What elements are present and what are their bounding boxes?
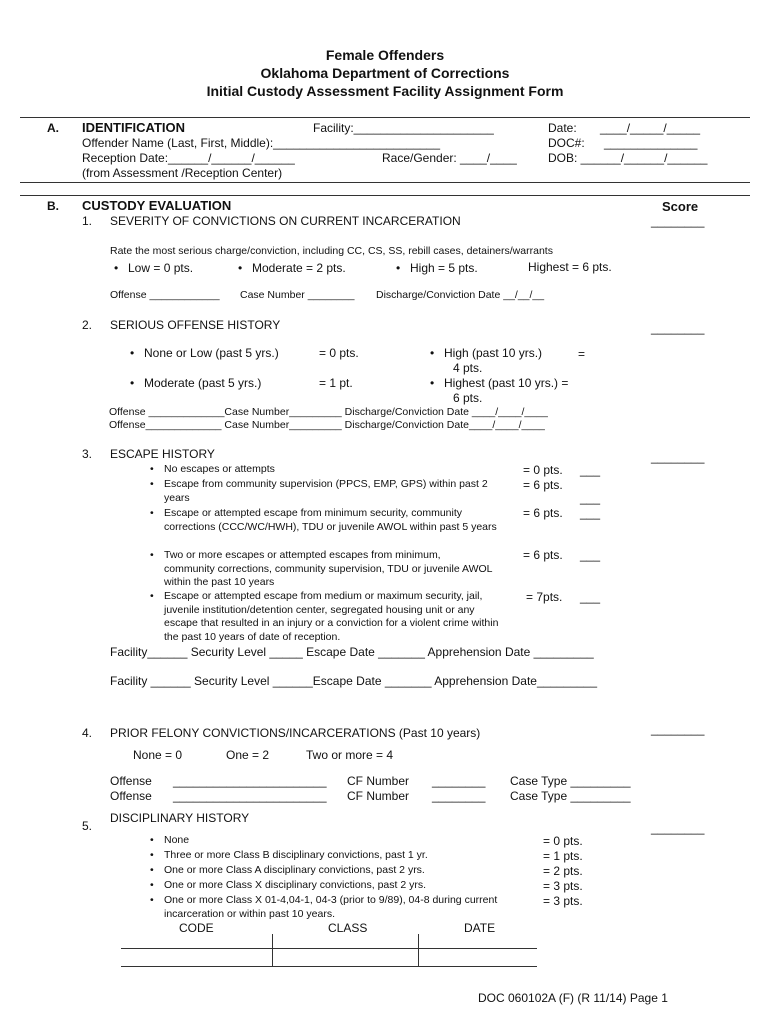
item4-offense-field-2[interactable]: _______________________	[173, 789, 327, 803]
item5-row-1: • None	[150, 834, 189, 846]
section-b-top-rule	[20, 195, 750, 196]
reception-date-field[interactable]: Reception Date:______/______/______	[82, 151, 295, 165]
item2-high-option: • High (past 10 yrs.)	[430, 346, 542, 360]
item5-row-4-points: = 3 pts.	[543, 879, 583, 893]
item5-row-3-points: = 2 pts.	[543, 864, 583, 878]
item4-offense-field-1[interactable]: _______________________	[173, 774, 327, 788]
item4-cf-label-1: CF Number	[347, 774, 410, 788]
item3-row-4-points: = 6 pts.	[523, 548, 563, 562]
section-a-top-rule	[20, 117, 750, 118]
form-title-line1: Female Offenders	[325, 47, 445, 63]
item4-case-type-field-2[interactable]: Case Type _________	[510, 789, 631, 803]
item4-two-or-more-option: Two or more = 4	[306, 748, 394, 762]
item1-instruction: Rate the most serious charge/conviction, including CC, CS, SS, rebill cases, detainers/warrants	[110, 245, 553, 257]
item1-number: 1.	[82, 214, 93, 228]
item5-number: 5.	[82, 819, 93, 833]
item3-row-2-points: = 6 pts.	[523, 478, 563, 492]
item3-number: 3.	[82, 447, 93, 461]
item3-title: ESCAPE HISTORY	[110, 447, 215, 461]
item2-moderate-points: = 1 pt.	[319, 376, 353, 390]
item4-case-type-field-1[interactable]: Case Type _________	[510, 774, 631, 788]
item3-facility-row-2[interactable]: Facility ______ Security Level ______Escape Date _______ Apprehension Date_________	[110, 674, 598, 688]
item3-row-3-blank[interactable]: ___	[580, 506, 601, 520]
item4-score-field[interactable]: ________	[651, 722, 705, 736]
section-b-letter: B.	[47, 199, 59, 213]
item2-high-equals: =	[578, 347, 586, 361]
section-b-heading: CUSTODY EVALUATION	[82, 198, 232, 213]
form-footer-id: DOC 060102A (F) (R 11/14) Page 1	[478, 991, 668, 1005]
form-title-line2: Oklahoma Department of Corrections	[260, 65, 510, 81]
item2-title: SERIOUS OFFENSE HISTORY	[110, 318, 281, 332]
disciplinary-code-header: CODE	[179, 921, 214, 935]
item2-offense-row-2[interactable]: Offense_____________ Case Number_________ Discharge/Conviction Date____/____/____	[109, 419, 545, 431]
section-a-bottom-rule	[20, 182, 750, 183]
item5-row-2-points: = 1 pts.	[543, 849, 583, 863]
item3-row-1-points: = 0 pts.	[523, 463, 563, 477]
item2-offense-row-1[interactable]: Offense _____________Case Number_________ Discharge/Conviction Date ____/____/____	[109, 406, 548, 418]
form-title-line3: Initial Custody Assessment Facility Assignment Form	[206, 83, 564, 99]
item3-facility-row-1[interactable]: Facility______ Security Level _____ Escape Date _______ Apprehension Date _________	[110, 645, 594, 659]
item1-discharge-date-field[interactable]: Discharge/Conviction Date __/__/__	[376, 289, 545, 301]
item3-row-5-blank[interactable]: ___	[580, 590, 601, 604]
item2-none-low-option: • None or Low (past 5 yrs.)	[130, 346, 279, 360]
item3-row-2-blank[interactable]: ___	[580, 491, 601, 505]
item1-highest-option: Highest = 6 pts.	[528, 260, 612, 274]
item3-row-5: • Escape or attempted escape from medium or maximum security, jail, juvenile institution/detention center, segregated housing unit or any escape that resulted in an injury or a conviction for a violent crime within the past 10 years of date of reception.	[150, 590, 500, 644]
item5-row-5: • One or more Class X 01-4,04-1, 04-3 (prior to 9/89), 04-8 during current incarceration or within past 10 years.	[150, 894, 525, 921]
item2-highest-option: • Highest (past 10 yrs.) =	[430, 376, 568, 390]
item4-title: PRIOR FELONY CONVICTIONS/INCARCERATIONS (Past 10 years)	[110, 726, 481, 740]
item1-score-field[interactable]: ________	[651, 214, 705, 228]
item5-row-5-points: = 3 pts.	[543, 894, 583, 908]
item2-moderate-option: • Moderate (past 5 yrs.)	[130, 376, 261, 390]
item1-moderate-option: • Moderate = 2 pts.	[238, 261, 346, 275]
item1-case-number-field[interactable]: Case Number ________	[240, 289, 355, 301]
item3-row-3-points: = 6 pts.	[523, 506, 563, 520]
item5-row-1-points: = 0 pts.	[543, 834, 583, 848]
disciplinary-class-header: CLASS	[328, 921, 368, 935]
date-field[interactable]: ____/_____/_____	[600, 121, 701, 135]
item1-title: SEVERITY OF CONVICTIONS ON CURRENT INCARCERATION	[110, 214, 461, 228]
item3-row-4: • Two or more escapes or attempted escapes from minimum, community corrections, community supervision, TDU or juvenile AWOL within the past 10 years	[150, 549, 495, 590]
item3-row-4-blank[interactable]: ___	[580, 548, 601, 562]
item2-score-field[interactable]: ________	[651, 321, 705, 335]
disciplinary-date-header: DATE	[464, 921, 496, 935]
item4-offense-label-2: Offense	[110, 789, 152, 803]
disciplinary-row-rule-2	[121, 966, 537, 967]
disciplinary-column-divider-1	[272, 934, 273, 966]
offender-name-field[interactable]: Offender Name (Last, First, Middle):_________________________	[82, 136, 441, 150]
item5-row-2: • Three or more Class B disciplinary convictions, past 1 yr.	[150, 849, 428, 861]
item1-high-option: • High = 5 pts.	[396, 261, 478, 275]
section-a-letter: A.	[47, 121, 59, 135]
disciplinary-row-rule-1	[121, 948, 537, 949]
from-center-note: (from Assessment /Reception Center)	[82, 166, 283, 180]
item3-row-2: • Escape from community supervision (PPCS, EMP, GPS) within past 2 years	[150, 478, 495, 505]
item4-cf-label-2: CF Number	[347, 789, 410, 803]
item2-number: 2.	[82, 318, 93, 332]
item3-row-1: • No escapes or attempts	[150, 463, 275, 475]
item5-row-3: • One or more Class A disciplinary convictions, past 2 yrs.	[150, 864, 425, 876]
item3-row-5-points: = 7pts.	[526, 590, 563, 604]
dob-field[interactable]: DOB: ______/______/______	[548, 151, 708, 165]
doc-number-field[interactable]: ______________	[604, 136, 698, 150]
item4-cf-field-1[interactable]: ________	[432, 774, 486, 788]
item1-low-option: • Low = 0 pts.	[114, 261, 193, 275]
item5-title: DISCIPLINARY HISTORY	[110, 811, 250, 825]
item4-one-option: One = 2	[226, 748, 270, 762]
item2-high-points: 4 pts.	[453, 361, 483, 375]
section-a-heading: IDENTIFICATION	[82, 120, 186, 135]
item2-none-low-points: = 0 pts.	[319, 346, 359, 360]
doc-number-label: DOC#:	[548, 136, 585, 150]
item4-cf-field-2[interactable]: ________	[432, 789, 486, 803]
item1-offense-field[interactable]: Offense ____________	[110, 289, 220, 301]
disciplinary-column-divider-2	[418, 934, 419, 966]
facility-field[interactable]: Facility:_____________________	[313, 121, 494, 135]
race-gender-field[interactable]: Race/Gender: ____/____	[382, 151, 517, 165]
item4-none-option: None = 0	[133, 748, 183, 762]
item4-number: 4.	[82, 726, 93, 740]
score-column-label: Score	[662, 199, 699, 214]
item3-row-1-blank[interactable]: ___	[580, 463, 601, 477]
item3-row-3: • Escape or attempted escape from minimum security, community corrections (CCC/WC/HWH), TDU or juvenile AWOL within past 5 years	[150, 507, 500, 534]
item5-score-field[interactable]: ________	[651, 821, 705, 835]
item3-score-field[interactable]: ________	[651, 450, 705, 464]
item2-highest-points: 6 pts.	[453, 391, 483, 405]
item5-row-4: • One or more Class X disciplinary convictions, past 2 yrs.	[150, 879, 426, 891]
item4-offense-label-1: Offense	[110, 774, 152, 788]
date-label: Date:	[548, 121, 577, 135]
